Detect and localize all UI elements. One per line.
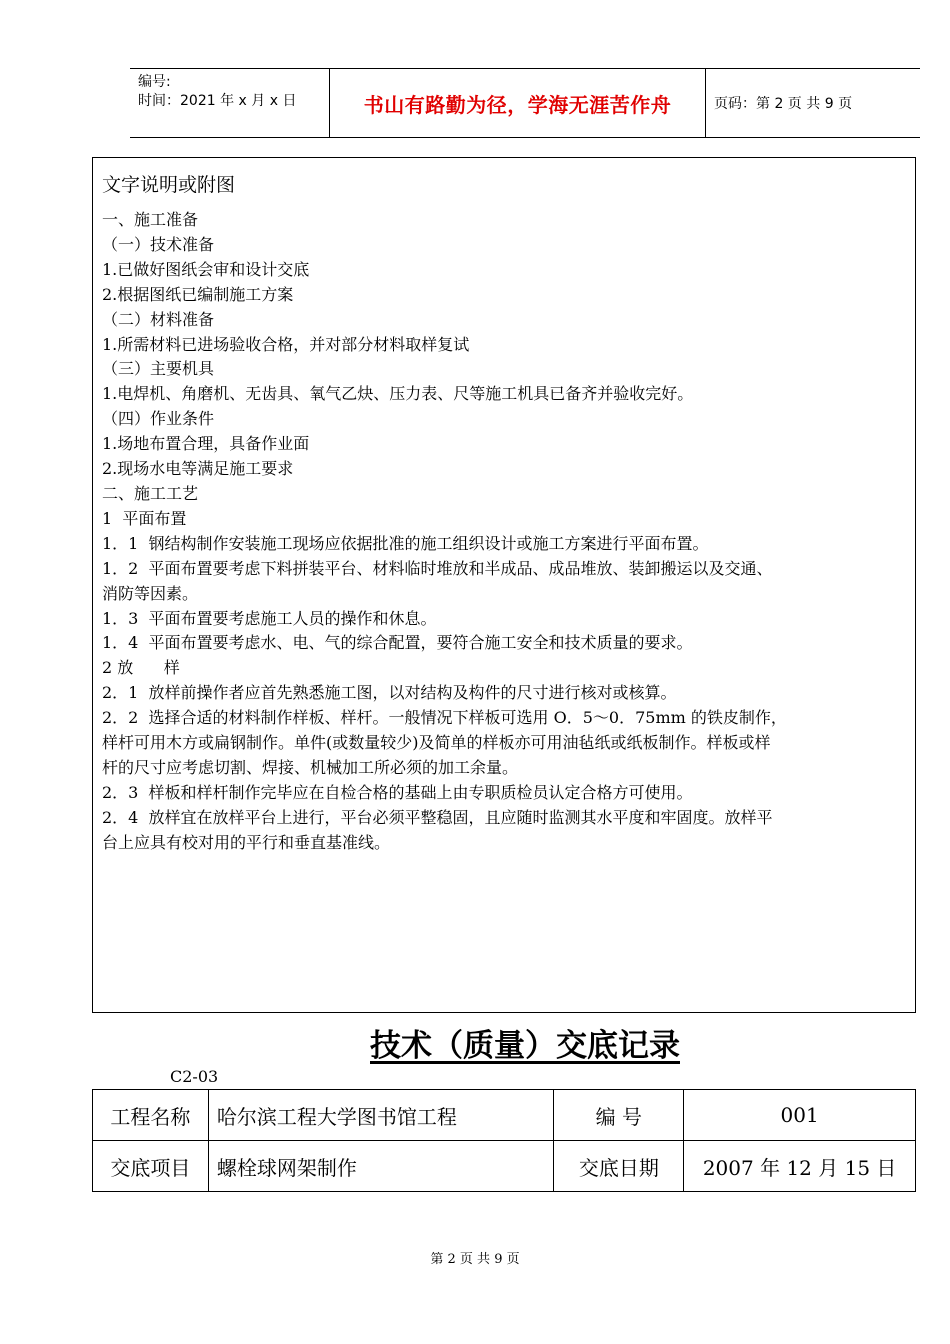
- content-line: 1．3 平面布置要考虑施工人员的操作和休息。: [102, 608, 437, 628]
- date-label: 交底日期: [554, 1141, 684, 1192]
- content-line: 1.电焊机、角磨机、无齿具、氧气乙炔、压力表、尺等施工机具已备齐并验收完好。: [102, 384, 694, 404]
- content-line: 杆的尺寸应考虑切割、焊接、机械加工所必须的加工余量。: [102, 757, 519, 777]
- content-line: （一）技术准备: [102, 234, 215, 254]
- date-value: 2007 年 12 月 15 日: [684, 1141, 916, 1192]
- content-line: 2.现场水电等满足施工要求: [102, 459, 294, 479]
- content-line: 二、施工工艺: [102, 483, 199, 503]
- document-header: [130, 68, 920, 138]
- record-title: 技术（质量）交底记录: [370, 1028, 680, 1064]
- project-name-label: 工程名称: [93, 1090, 209, 1141]
- content-line: 1.已做好图纸会审和设计交底: [102, 259, 310, 279]
- content-title: 文字说明或附图: [102, 174, 236, 196]
- content-body: [102, 208, 907, 856]
- item-label: 交底项目: [93, 1141, 209, 1192]
- table-row: [93, 1090, 916, 1141]
- content-line: （三）主要机具: [102, 359, 215, 379]
- content-line: 1．4 平面布置要考虑水、电、气的综合配置，要符合施工安全和技术质量的要求。: [102, 633, 693, 653]
- form-code: C2-03: [170, 1067, 219, 1086]
- info-table: [92, 1089, 916, 1192]
- content-line: 2 放 样: [102, 658, 180, 678]
- content-line: 1 平面布置: [102, 508, 187, 528]
- content-line: 样杆可用木方或扁钢制作。单件(或数量较少)及简单的样板亦可用油毡纸或纸板制作。样板或样: [102, 733, 771, 753]
- number-field-value: 001: [684, 1090, 916, 1141]
- content-line: 2．4 放样宜在放样平台上进行，平台必须平整稳固，且应随时监测其水平度和牢固度。放样平: [102, 807, 773, 827]
- header-motto: 书山有路勤为径，学海无涯苦作舟: [330, 69, 706, 137]
- content-line: 台上应具有校对用的平行和垂直基准线。: [102, 832, 391, 852]
- content-line: 1．1 钢结构制作安装施工现场应依据批准的施工组织设计或施工方案进行平面布置。: [102, 533, 709, 553]
- content-line: （二）材料准备: [102, 309, 215, 329]
- content-line: 一、施工准备: [102, 210, 199, 229]
- content-line: （四）作业条件: [102, 409, 215, 429]
- number-field-label: 编 号: [554, 1090, 684, 1141]
- content-line: 消防等因素。: [102, 583, 199, 603]
- page-footer: 第 2 页 共 9 页: [430, 1252, 520, 1267]
- header-page-label: 页码：第 2 页 共 9 页: [714, 96, 853, 112]
- content-line: 1．2 平面布置要考虑下料拼装平台、材料临时堆放和半成品、成品堆放、装卸搬运以及交通、: [102, 558, 773, 578]
- content-line: 1.所需材料已进场验收合格，并对部分材料取样复试: [102, 334, 470, 354]
- table-row: [93, 1141, 916, 1192]
- item-value: 螺栓球网架制作: [208, 1141, 554, 1192]
- content-line: 2．1 放样前操作者应首先熟悉施工图，以对结构及构件的尺寸进行核对或核算。: [102, 683, 677, 703]
- content-line: 1.场地布置合理，具备作业面: [102, 434, 310, 454]
- time-label: 时间：2021 年 x 月 x 日: [138, 93, 297, 109]
- content-box: [92, 157, 916, 1013]
- number-label: 编号:: [138, 74, 171, 90]
- content-line: 2．3 样板和样杆制作完毕应在自检合格的基础上由专职质检员认定合格方可使用。: [102, 782, 693, 802]
- project-name-value: 哈尔滨工程大学图书馆工程: [208, 1090, 554, 1141]
- content-line: 2．2 选择合适的材料制作样板、样杆。一般情况下样板可选用 O．5～0．75mm 的铁皮制作，: [102, 708, 787, 728]
- header-meta: [130, 69, 330, 137]
- content-line: 2.根据图纸已编制施工方案: [102, 284, 294, 304]
